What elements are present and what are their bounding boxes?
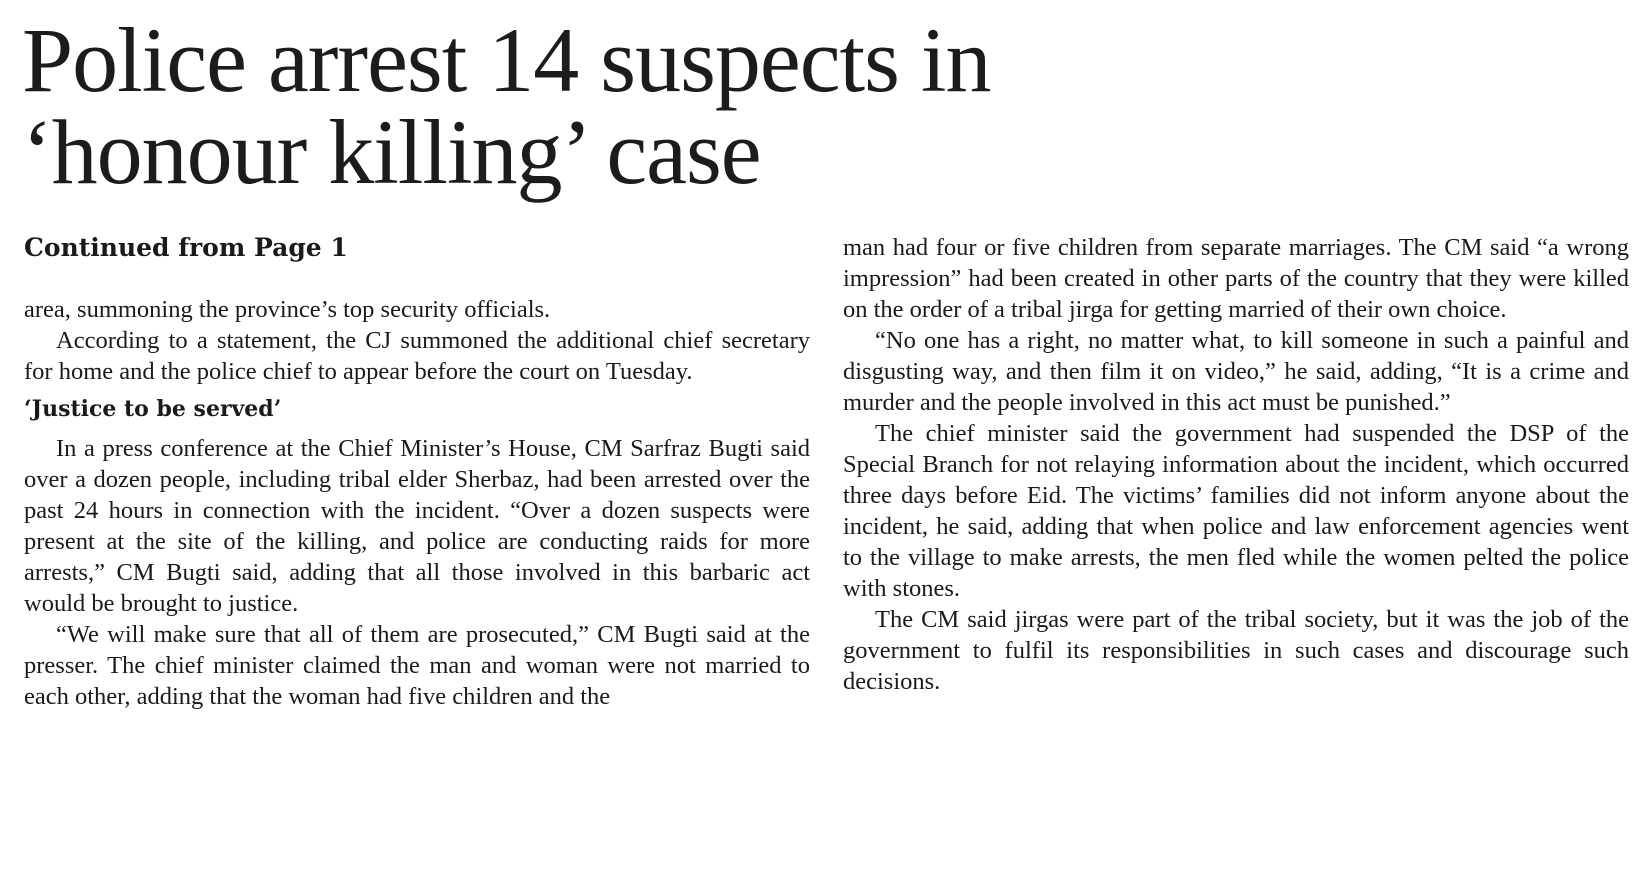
paragraph: The CM said jirgas were part of the tribal society, but it was the job of the government to fulfil its responsibilities in such cases and discourage such decisions. (843, 606, 1629, 695)
paragraph: In a press conference at the Chief Minister’s House, CM Sarfraz Bugti said over a dozen people, including tribal elder Sherbaz, had been arrested over the past 24 hours in connection with the incident. “Over a dozen suspects were present at the site of the killing, and police are conducting raids for more arrests,” CM Bugti said, adding that all those involved in this barbaric act would be brought to justice. (24, 435, 810, 617)
left-column (24, 232, 810, 712)
paragraph: “We will make sure that all of them are prosecuted,” CM Bugti said at the presser. The chief minister claimed the man and woman were not married to each other, adding that the woman had five children and the (24, 621, 810, 710)
paragraph: “No one has a right, no matter what, to kill someone in such a painful and disgusting way, and then film it on video,” he said, adding, “It is a crime and murder and the people involved in this act must be punished.” (843, 327, 1629, 416)
headline (22, 9, 1622, 203)
headline-line-2: ‘honour killing’ case (22, 101, 761, 203)
paragraph: man had four or five children from separate marriages. The CM said “a wrong impression” had been created in other parts of the country that they were killed on the order of a tribal jirga for getting married of their own choice. (843, 234, 1629, 323)
right-column (843, 232, 1629, 697)
subheading: ‘Justice to be served’ (24, 396, 282, 422)
paragraph: area, summoning the province’s top security officials. (24, 296, 551, 323)
headline-line-1: Police arrest 14 suspects in (22, 9, 991, 111)
paragraph: According to a statement, the CJ summoned the additional chief secretary for home and the police chief to appear before the court on Tuesday. (24, 327, 810, 385)
continued-label: Continued from Page 1 (24, 233, 348, 262)
paragraph: The chief minister said the government had suspended the DSP of the Special Branch for not relaying information about the incident, which occurred three days before Eid. The victims’ families did not inform anyone about the incident, he said, adding that when police and law enforcement agencies went to the village to make arrests, the men fled while the women pelted the police with stones. (843, 420, 1629, 602)
